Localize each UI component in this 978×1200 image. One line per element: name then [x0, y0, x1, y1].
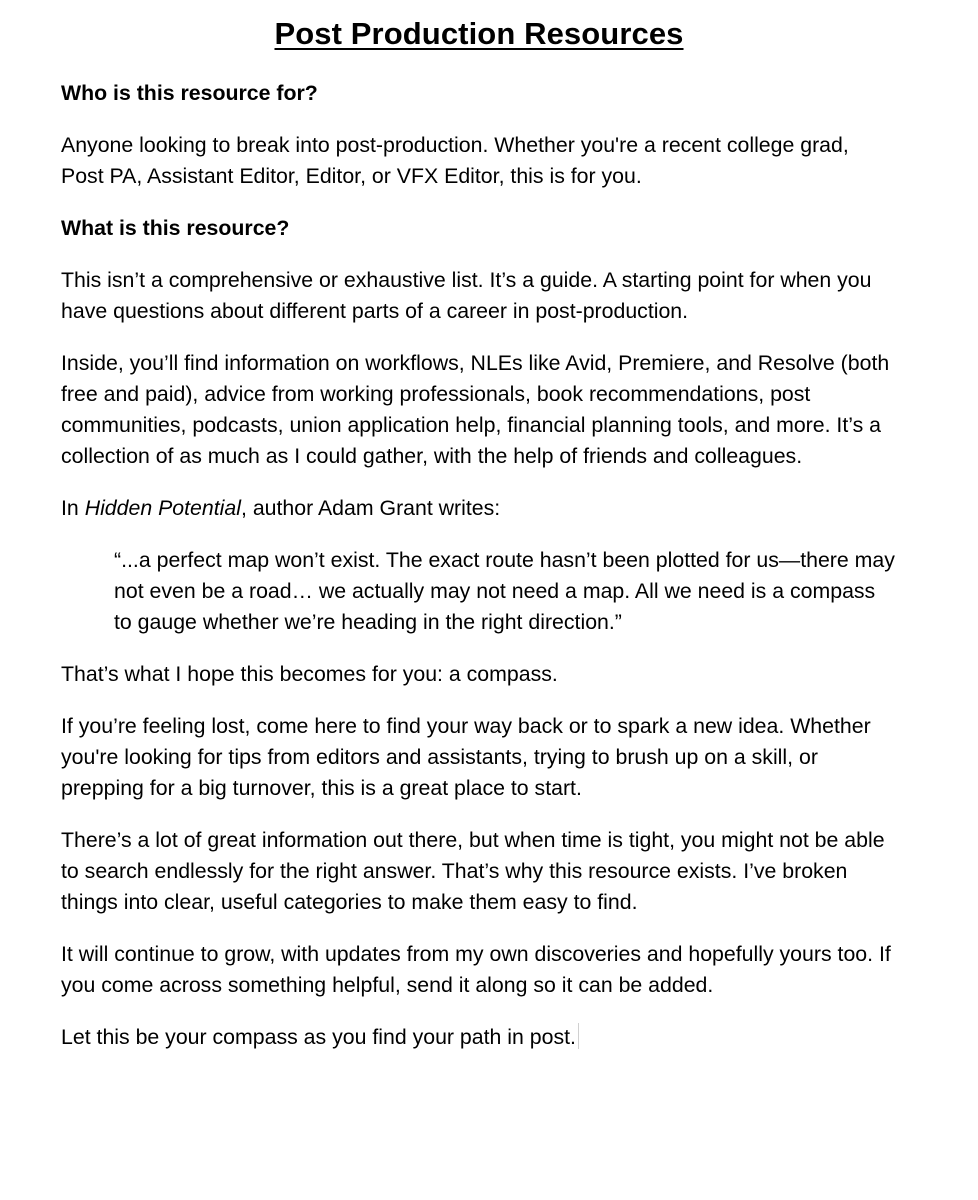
book-title: Hidden Potential: [84, 496, 241, 520]
paragraph-closing: [61, 1022, 897, 1053]
page-title: Post Production Resources: [274, 16, 684, 51]
paragraph-what-2: Inside, you’ll find information on workflows, NLEs like Avid, Premiere, and Resolve (both free and paid), advice from working professionals, book recommendations, post communities, podcasts, union application help, financial planning tools, and more. It’s a collection of as much as I could gather, with the help of friends and colleagues.: [61, 351, 890, 468]
grant-suffix: , author Adam Grant writes:: [240, 496, 501, 520]
block-quote: “...a perfect map won’t exist. The exact route hasn’t been plotted for us—there may not even be a road… we actually may not need a map. All we need is a compass to gauge whether we’re heading in the right direction.”: [114, 548, 895, 634]
paragraph-grant: [61, 493, 897, 524]
paragraph-who: Anyone looking to break into post-production. Whether you're a recent college grad, Post PA, Assistant Editor, Editor, or VFX Editor, this is for you.: [61, 133, 849, 188]
paragraph-compass: That’s what I hope this becomes for you: a compass.: [61, 662, 558, 686]
text-cursor: [578, 1023, 579, 1049]
paragraph-grow: It will continue to grow, with updates from my own discoveries and hopefully yours too. If you come across something helpful, send it along so it can be added.: [61, 942, 891, 997]
document-page: [61, 0, 897, 1053]
paragraph-lost: If you’re feeling lost, come here to find your way back or to spark a new idea. Whether you're looking for tips from editors and assistants, trying to brush up on a skill, or prepping for a big turnover, this is a great place to start.: [61, 714, 871, 800]
heading-who: Who is this resource for?: [61, 81, 318, 105]
grant-prefix: In: [61, 496, 85, 520]
heading-what: What is this resource?: [61, 216, 290, 240]
paragraph-what-1: This isn’t a comprehensive or exhaustive list. It’s a guide. A starting point for when you have questions about different parts of a career in post-production.: [61, 268, 872, 323]
closing-text: Let this be your compass as you find your path in post.: [61, 1025, 576, 1049]
paragraph-info: There’s a lot of great information out there, but when time is tight, you might not be able to search endlessly for the right answer. That’s why this resource exists. I’ve broken things into clear, useful categories to make them easy to find.: [61, 828, 885, 914]
